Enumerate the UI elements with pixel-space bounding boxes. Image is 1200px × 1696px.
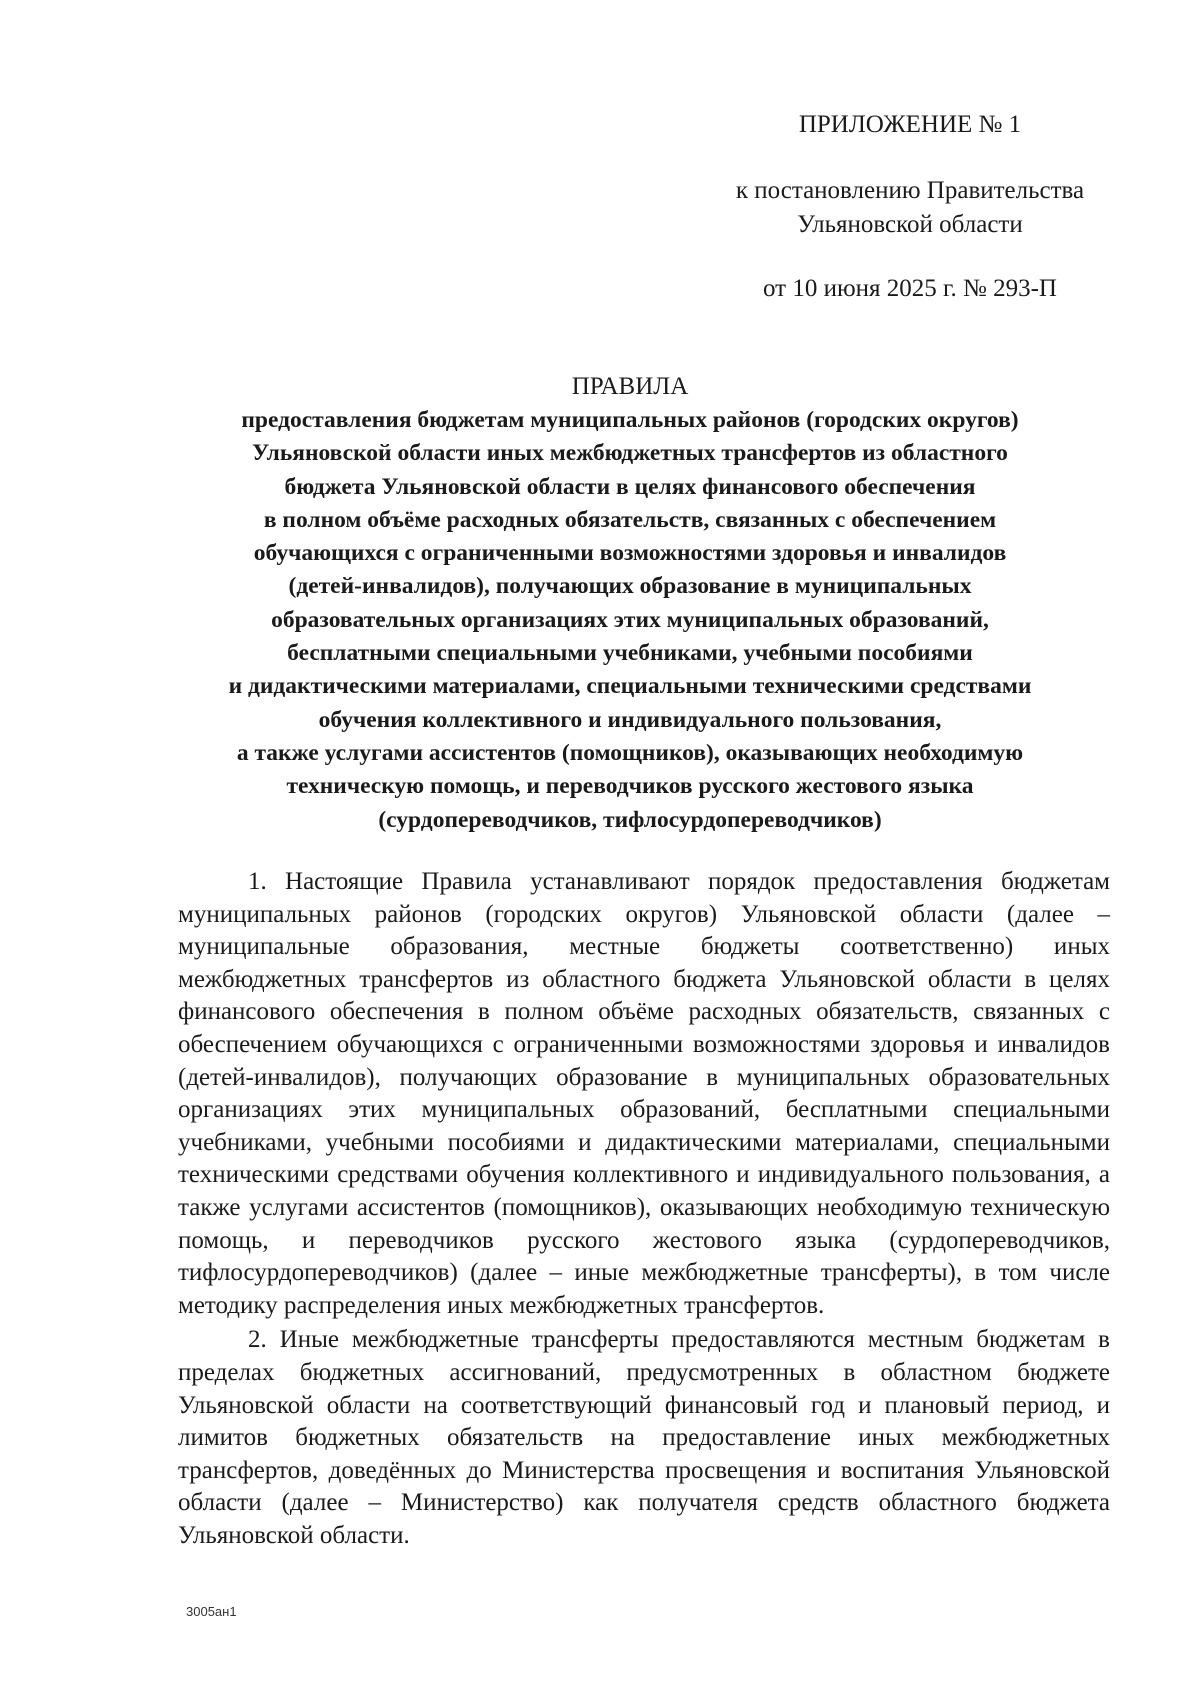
- subtitle-line: (сурдопереводчиков, тифлосурдопереводчиков): [378, 806, 882, 833]
- subtitle-line: бюджета Ульяновской области в целях финансового обеспечения: [284, 473, 976, 500]
- subtitle-line: (детей-инвалидов), получающих образование в муниципальных: [288, 573, 972, 600]
- paragraph-1: 1. Настоящие Правила устанавливают порядок предоставления бюджетам муниципальных районов (городских округов) Ульяновской области (далее – муниципальные образования, местные бюджеты соответственно) иных межбюджетных трансфертов из областного бюджета Ульяновской области в целях финансового обеспечения в полном объёме расходных обязательств, связанных с обеспечением обучающихся с ограниченными возможностями здоровья и инвалидов (детей-инвалидов), получающих образование в муниципальных образовательных организациях этих муниципальных образований, бесплатными специальными учебниками, учебными пособиями и дидактическими материалами, специальными техническими средствами обучения коллективного и индивидуального пользования, а также услугами ассистентов (помощников), оказывающих необходимую техническую помощь, и переводчиков русского жестового языка (сурдопереводчиков, тифлосурдопереводчиков) (далее – иные межбюджетные трансферты), в том числе методику распределения иных межбюджетных трансфертов.: [178, 868, 1110, 1319]
- subtitle-line: Ульяновской области иных межбюджетных трансфертов из областного: [252, 440, 1008, 467]
- subtitle-line: а также услугами ассистентов (помощников), оказывающих необходимую: [236, 739, 1024, 766]
- appendix-date: от 10 июня 2025 г. № 293-П: [763, 275, 1057, 302]
- subtitle-line: бесплатными специальными учебниками, учебными пособиями: [287, 640, 973, 667]
- paragraph-2: 2. Иные межбюджетные трансферты предоставляются местным бюджетам в пределах бюджетных ассигнований, предусмотренных в областном бюджете Ульяновской области на соответствующий финансовый год и плановый период, и лимитов бюджетных обязательств на предоставление иных межбюджетных трансфертов, доведённых до Министерства просвещения и воспитания Ульяновской области (далее – Министерство) как получателя средств областного бюджета Ульяновской области.: [178, 1326, 1110, 1549]
- appendix-title: ПРИЛОЖЕНИЕ № 1: [798, 111, 1022, 138]
- document-title: ПРАВИЛА: [571, 373, 689, 400]
- document-subtitle: [150, 404, 1110, 837]
- subtitle-line: предоставления бюджетам муниципальных районов (городских округов): [241, 407, 1019, 433]
- appendix-reference-line: к постановлению Правительства: [735, 177, 1085, 204]
- subtitle-line: образовательных организациях этих муниципальных образований,: [271, 606, 989, 633]
- appendix-reference: [700, 174, 1120, 242]
- subtitle-line: техническую помощь, и переводчиков русского жестового языка: [286, 773, 974, 800]
- subtitle-line: в полном объёме расходных обязательств, связанных с обеспечением: [263, 506, 997, 533]
- appendix-reference-line: Ульяновской области: [797, 211, 1023, 238]
- footer-document-code: 3005ан1: [186, 1604, 237, 1619]
- subtitle-line: и дидактическими материалами, специальными техническими средствами: [228, 673, 1032, 700]
- subtitle-line: обучающихся с ограниченными возможностями здоровья и инвалидов: [253, 540, 1007, 567]
- document-body: [178, 866, 1110, 1552]
- subtitle-line: обучения коллективного и индивидуального пользования,: [318, 706, 942, 733]
